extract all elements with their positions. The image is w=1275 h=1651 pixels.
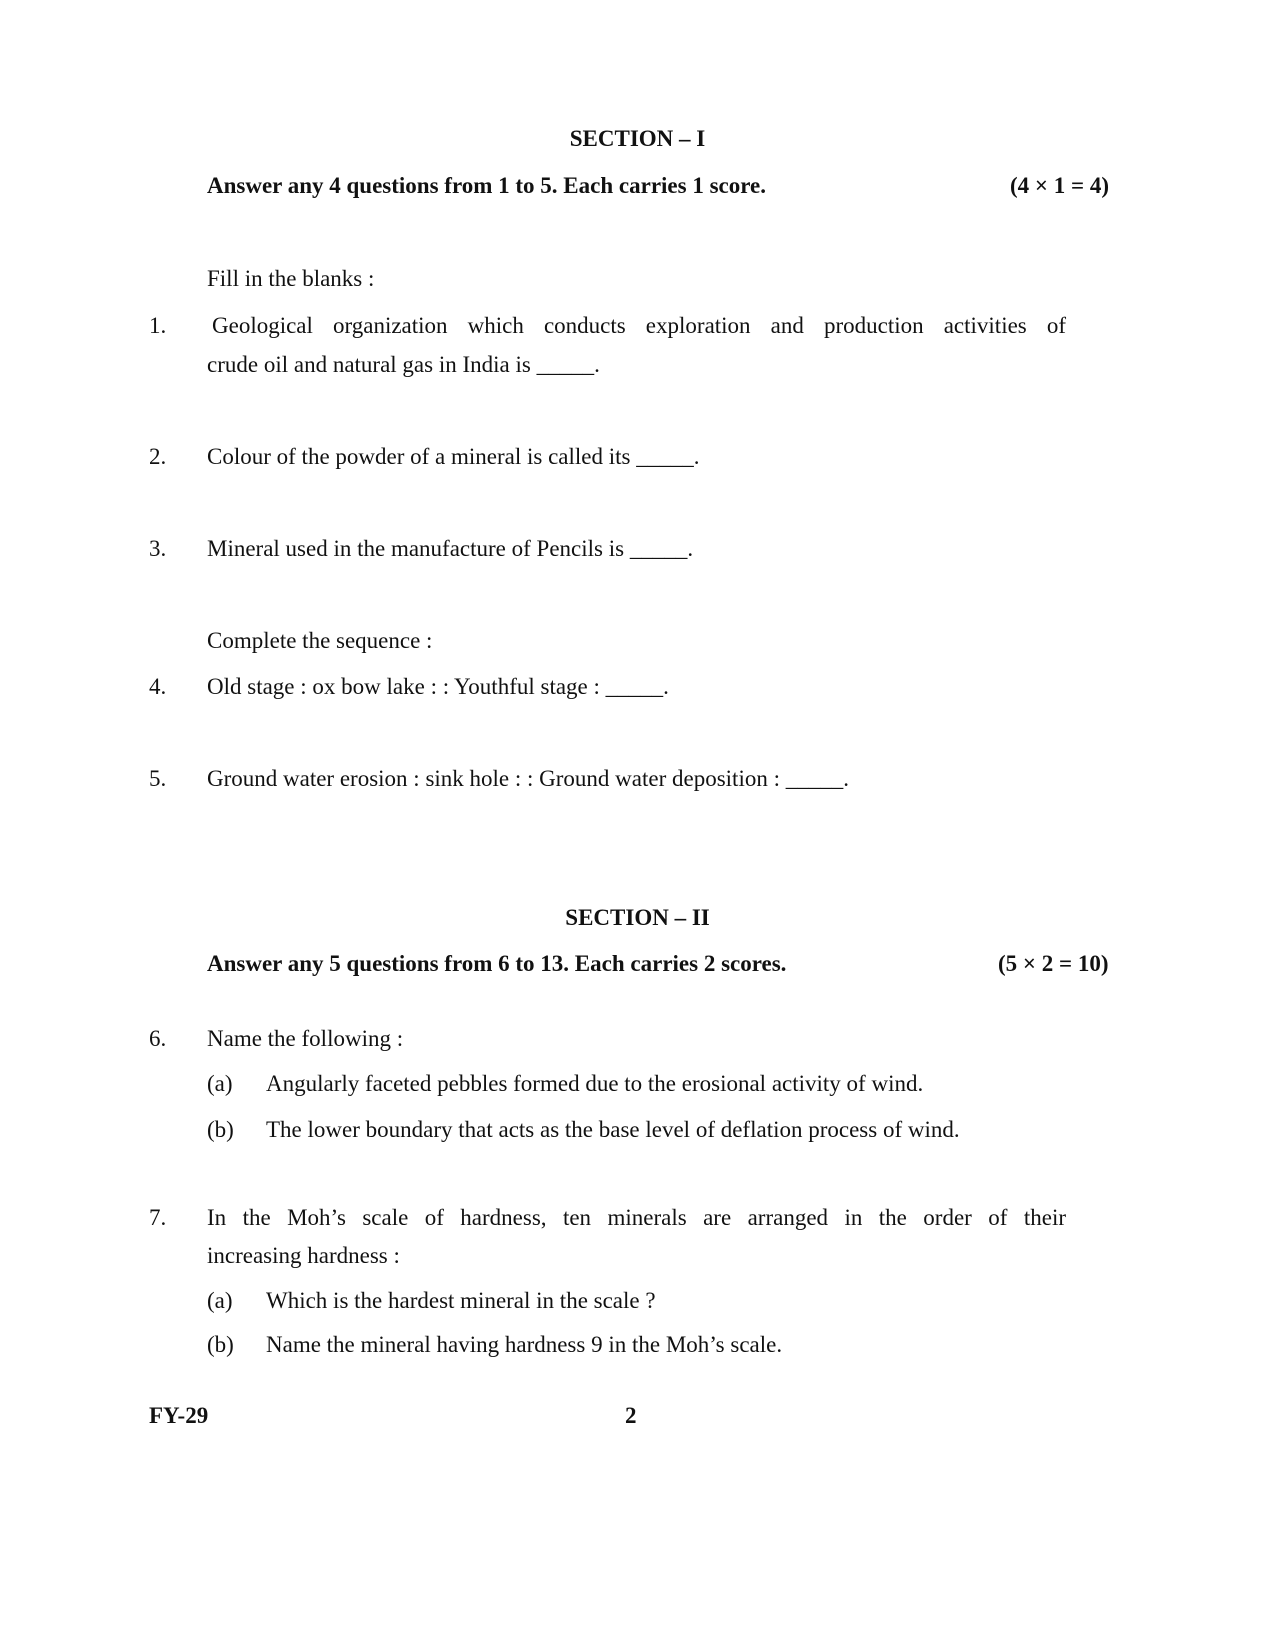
section2-heading: SECTION – II (565, 905, 710, 930)
q7b-label: (b) (207, 1332, 234, 1357)
sequence-label: Complete the sequence : (207, 628, 433, 653)
q6a-text: Angularly faceted pebbles formed due to the erosional activity of wind. (266, 1071, 924, 1096)
q6-text: Name the following : (207, 1026, 404, 1051)
q7b-text: Name the mineral having hardness 9 in the Moh’s scale. (266, 1332, 783, 1357)
q7a-text: Which is the hardest mineral in the scale ? (266, 1288, 656, 1313)
q2-text: Colour of the powder of a mineral is called its _____. (207, 444, 700, 469)
q4-number: 4. (149, 674, 167, 699)
q5-text: Ground water erosion : sink hole : : Ground water deposition : _____. (207, 766, 849, 791)
q7-number: 7. (149, 1205, 167, 1230)
q1-number: 1. (149, 313, 167, 338)
footer-code: FY-29 (149, 1403, 209, 1428)
fill-blanks-label: Fill in the blanks : (207, 266, 375, 291)
q7-text-line2: increasing hardness : (207, 1243, 400, 1268)
q6b-label: (b) (207, 1117, 234, 1142)
q1-text-line1: Geological organization which conducts exploration and production activities of (212, 313, 1066, 338)
q6-number: 6. (149, 1026, 167, 1051)
section1-marks: (4 × 1 = 4) (1010, 173, 1110, 198)
q5-number: 5. (149, 766, 167, 791)
section1-instruction: Answer any 4 questions from 1 to 5. Each carries 1 score. (207, 173, 766, 198)
q3-number: 3. (149, 536, 167, 561)
q6a-label: (a) (207, 1071, 233, 1096)
section2-instruction: Answer any 5 questions from 6 to 13. Each carries 2 scores. (207, 951, 787, 976)
q6b-text: The lower boundary that acts as the base level of deflation process of wind. (266, 1117, 960, 1142)
page-number: 2 (625, 1403, 637, 1428)
q3-text: Mineral used in the manufacture of Pencils is _____. (207, 536, 694, 561)
q7a-label: (a) (207, 1288, 233, 1313)
q1-text-line2: crude oil and natural gas in India is _____. (207, 352, 600, 377)
q2-number: 2. (149, 444, 167, 469)
section1-heading: SECTION – I (569, 126, 706, 151)
q4-text: Old stage : ox bow lake : : Youthful stage : _____. (207, 674, 669, 699)
q7-text-line1: In the Moh’s scale of hardness, ten minerals are arranged in the order of their (207, 1205, 1066, 1230)
section2-marks: (5 × 2 = 10) (998, 951, 1109, 976)
